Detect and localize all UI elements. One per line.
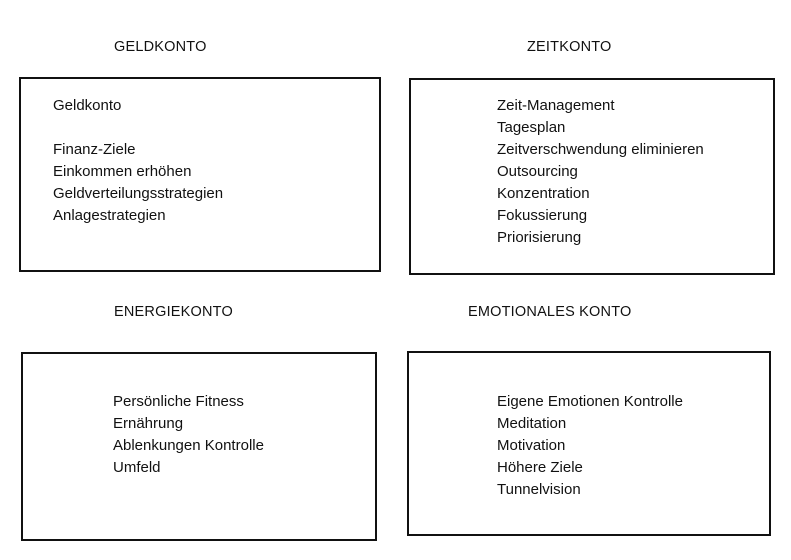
emotionales-konto-item-hoehere-ziele: Höhere Ziele — [497, 459, 583, 476]
geldkonto-item-finanz-ziele: Finanz-Ziele — [53, 141, 136, 158]
energiekonto-item-fitness: Persönliche Fitness — [113, 393, 244, 410]
emotionales-konto-list — [497, 391, 683, 501]
emotionales-konto-item-motivation: Motivation — [497, 437, 566, 454]
zeitkonto-heading: ZEITKONTO — [527, 39, 612, 55]
zeitkonto-item-priorisierung: Priorisierung — [497, 229, 582, 246]
zeitkonto-list — [497, 95, 704, 249]
emotionales-konto-box — [407, 351, 771, 536]
geldkonto-item-anlagestrategien: Anlagestrategien — [53, 207, 166, 224]
geldkonto-list — [53, 95, 223, 227]
geldkonto-item-einkommen: Einkommen erhöhen — [53, 163, 192, 180]
zeitkonto-item-konzentration: Konzentration — [497, 185, 590, 202]
emotionales-konto-item-meditation: Meditation — [497, 415, 567, 432]
zeitkonto-box — [409, 78, 775, 275]
emotionales-konto-heading: EMOTIONALES KONTO — [468, 304, 632, 320]
energiekonto-heading: ENERGIEKONTO — [114, 304, 233, 320]
geldkonto-heading: GELDKONTO — [114, 39, 207, 55]
geldkonto-box — [19, 77, 381, 272]
energiekonto-item-ernaehrung: Ernährung — [113, 415, 184, 432]
geldkonto-item-geldverteilung: Geldverteilungsstrategien — [53, 185, 224, 202]
geldkonto-title: Geldkonto — [53, 97, 122, 114]
energiekonto-item-umfeld: Umfeld — [113, 459, 161, 476]
energiekonto-box — [21, 352, 377, 541]
zeitkonto-item-outsourcing: Outsourcing — [497, 163, 578, 180]
zeitkonto-item-zeitverschwendung: Zeitverschwendung eliminieren — [497, 141, 704, 158]
energiekonto-item-ablenkungen: Ablenkungen Kontrolle — [113, 437, 264, 454]
emotionales-konto-item-emotionen: Eigene Emotionen Kontrolle — [497, 393, 683, 410]
energiekonto-list — [113, 391, 264, 479]
emotionales-konto-item-tunnelvision: Tunnelvision — [497, 481, 581, 498]
zeitkonto-item-tagesplan: Tagesplan — [497, 119, 566, 136]
zeitkonto-item-zeit-management: Zeit-Management — [497, 97, 615, 114]
zeitkonto-item-fokussierung: Fokussierung — [497, 207, 588, 224]
